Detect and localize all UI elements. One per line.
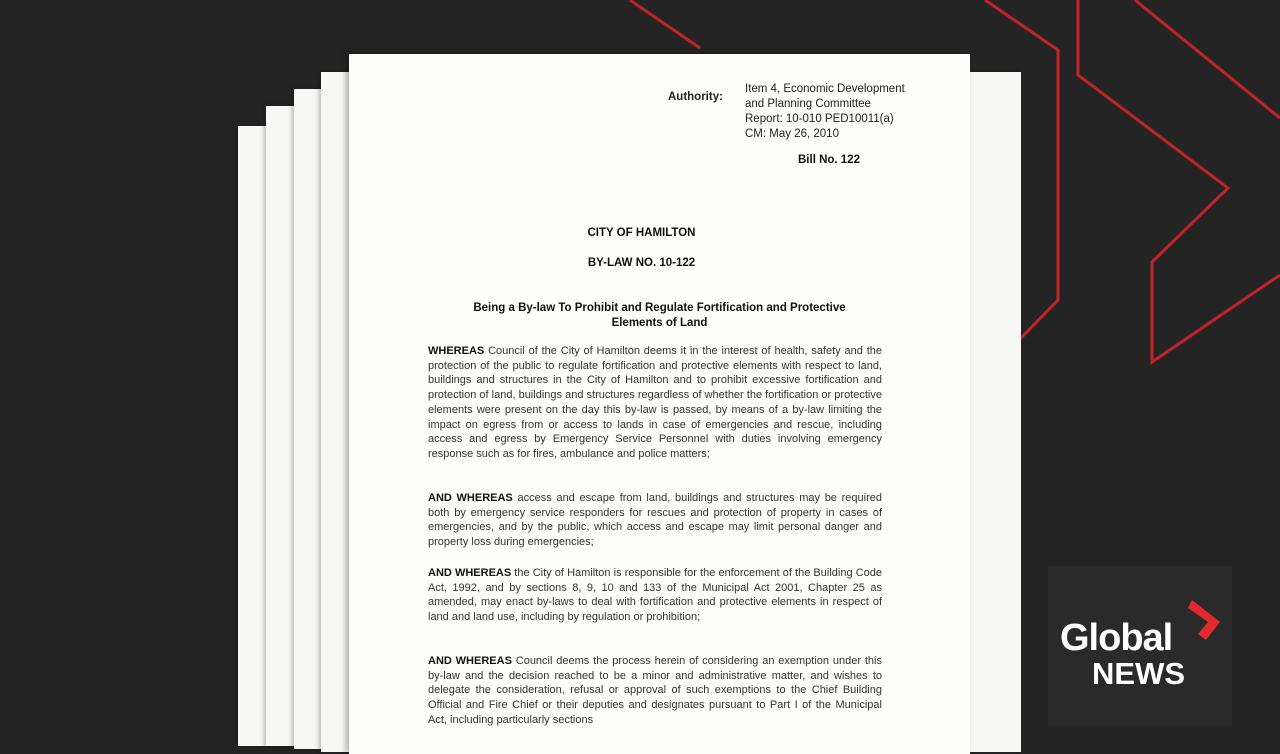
authority-line: and Planning Committee — [745, 98, 871, 110]
paragraph-text: Council of the City of Hamilton deems it in the interest of health, safety and the protection of the public to regulate fortification and protective elements with respect to land, buildings and structures in the City of Hamilton and to prohibit excessive fortification and protection of land, buildings and structures regardless of whether the fortification or protective elements were present on the day this by-law is passed, by means of a by-law limiting the impact on egress from or access to lands in case of emergencies and rescue, including access and egress by Emergency Service Personnel with duties involving emergency response such as for fires, ambulance and police matters; — [428, 345, 882, 460]
subject-line: Being a By-law To Prohibit and Regulate Fortification and Protective — [473, 302, 846, 314]
whereas-paragraph — [428, 654, 882, 728]
whereas-paragraph — [428, 566, 882, 625]
authority-details — [745, 82, 945, 142]
paragraph-lead: AND WHEREAS — [428, 655, 512, 667]
logo-wordmark-news: NEWS — [1092, 656, 1185, 691]
whereas-paragraph — [428, 491, 882, 550]
bylaw-document-page — [349, 54, 970, 754]
logo-wordmark-global: Global — [1060, 617, 1173, 659]
authority-line: CM: May 26, 2010 — [745, 128, 839, 140]
paragraph-text: access and escape from land, buildings and structures may be required both by emergency service responders for rescues and protection of property in cases of emergencies, and by the public, which access and escape may limit personal danger and property loss during emergencies; — [428, 492, 882, 549]
paragraph-text: Council deems the process herein of considering an exemption under this by-law and the decision reached to be a minor and administrative matter, and wishes to delegate the consideration, refusal or approval of such exemptions to the Chief Building Official and Fire Chief or their deputies and designates pursuant to Part I of the Municipal Act, including particularly sections — [428, 655, 882, 726]
chevron-right-icon — [1188, 600, 1224, 650]
paragraph-lead: AND WHEREAS — [428, 492, 513, 504]
bylaw-subject — [349, 301, 970, 331]
bill-number: Bill No. 122 — [798, 154, 860, 166]
authority-label: Authority: — [668, 91, 723, 103]
subject-line: Elements of Land — [611, 317, 708, 329]
paragraph-text: the City of Hamilton is responsible for the enforcement of the Building Code Act, 1992, and by sections 8, 9, 10 and 133 of the Municipal Act 2001, Chapter 25 as amended, may enact by-laws to deal with fortification and protective elements in respect of land and land use, including by regulation or prohibition; — [428, 567, 882, 624]
authority-line: Item 4, Economic Development — [745, 83, 905, 95]
paragraph-lead: AND WHEREAS — [428, 567, 512, 579]
city-heading: CITY OF HAMILTON — [587, 227, 696, 239]
whereas-paragraph — [428, 344, 882, 462]
global-news-logo — [1048, 566, 1232, 726]
authority-line: Report: 10-010 PED10011(a) — [745, 113, 894, 125]
paragraph-lead: WHEREAS — [428, 345, 485, 357]
bylaw-number: BY-LAW NO. 10-122 — [587, 257, 696, 269]
